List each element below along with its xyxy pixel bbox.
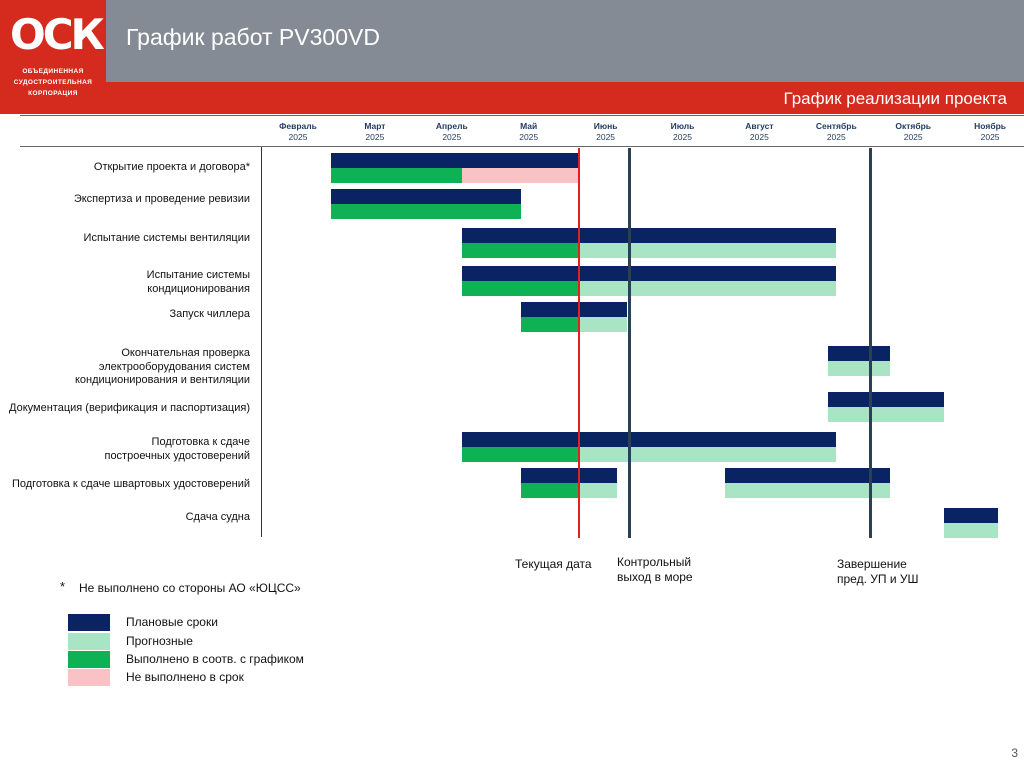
month-label xyxy=(876,121,950,143)
month-label xyxy=(722,121,796,143)
month-name: Сентябрь xyxy=(815,121,857,131)
forecast-bar xyxy=(579,243,837,258)
month-year: 2025 xyxy=(596,132,616,142)
plan-bar xyxy=(331,189,521,204)
forecast-bar xyxy=(944,523,998,538)
month-year: 2025 xyxy=(673,132,692,142)
late-bar xyxy=(462,168,579,183)
done-bar xyxy=(331,204,521,219)
legend-swatch-plan xyxy=(68,614,110,631)
task-label xyxy=(0,402,250,416)
task-label xyxy=(0,436,250,463)
company-logo xyxy=(0,0,106,114)
marker-label-line: Контрольный xyxy=(617,555,692,569)
marker-label-line: Текущая дата xyxy=(515,557,592,571)
plan-bar xyxy=(944,508,998,523)
task-label-line: Подготовка к сдаче xyxy=(151,436,250,448)
month-year: 2025 xyxy=(288,132,308,142)
month-year: 2025 xyxy=(365,132,385,142)
task-label xyxy=(0,193,250,207)
task-label-line: Сдача судна xyxy=(185,511,250,523)
month-label xyxy=(492,121,566,143)
header-top-rule xyxy=(20,115,1024,116)
plan-bar xyxy=(828,346,890,361)
page-title: График работ PV300VD xyxy=(126,24,380,50)
task-label xyxy=(0,511,250,525)
month-label xyxy=(261,121,335,143)
task-label xyxy=(0,308,250,322)
sea-marker-label xyxy=(617,555,693,585)
task-label xyxy=(0,478,250,492)
month-name: Апрель xyxy=(435,121,468,131)
sea-marker-line xyxy=(628,148,631,538)
forecast-bar xyxy=(828,407,944,422)
footnote-star: * xyxy=(60,579,66,594)
logo-caption: ОБЪЕДИНЕННАЯ СУДОСТРОИТЕЛЬНАЯ КОРПОРАЦИЯ xyxy=(13,68,93,97)
legend-swatch-done xyxy=(68,651,110,668)
task-label-line: Испытание системы xyxy=(146,269,250,281)
month-label xyxy=(646,121,720,143)
task-label-line: Документация (верификация и паспортизация) xyxy=(9,402,250,414)
task-label-line: Испытание системы вентиляции xyxy=(83,232,250,244)
forecast-bar xyxy=(579,447,837,462)
month-year: 2025 xyxy=(980,132,1000,142)
legend-swatch-late xyxy=(68,669,110,686)
month-name: Март xyxy=(364,121,386,131)
page-subtitle: График реализации проекта xyxy=(783,89,1007,108)
marker-label-line: Завершение xyxy=(837,557,907,571)
forecast-bar xyxy=(579,483,617,498)
end-marker-line xyxy=(869,148,872,538)
task-label-line: Подготовка к сдаче швартовых удостоверений xyxy=(11,478,250,490)
forecast-bar xyxy=(579,281,837,296)
task-label-line: Открытие проекта и договора* xyxy=(93,161,250,173)
month-year: 2025 xyxy=(903,132,923,142)
month-name: Июль xyxy=(670,121,695,131)
done-bar xyxy=(521,483,579,498)
month-name: Август xyxy=(745,121,774,131)
logo-mark: ОСК xyxy=(10,10,102,59)
month-year: 2025 xyxy=(826,132,846,142)
month-name: Май xyxy=(520,121,538,131)
month-label xyxy=(415,121,489,143)
month-name: Февраль xyxy=(279,121,317,131)
plan-bar xyxy=(725,468,890,483)
current-marker-label xyxy=(515,557,592,572)
task-label-line: кондиционирования xyxy=(147,282,250,295)
plan-bar xyxy=(462,228,837,243)
done-bar xyxy=(521,317,579,332)
done-bar xyxy=(462,447,579,462)
legend-label: Прогнозные xyxy=(126,634,193,648)
marker-label-line: пред. УП и УШ xyxy=(837,572,919,586)
month-name: Ноябрь xyxy=(974,121,1007,131)
task-label xyxy=(0,347,250,388)
header-bottom-rule xyxy=(20,146,1024,147)
task-label-line: построечных удостоверений xyxy=(104,449,250,462)
plan-bar xyxy=(828,392,944,407)
month-label xyxy=(569,121,643,143)
label-column-divider xyxy=(261,147,262,537)
task-label-line: электрооборудования систем xyxy=(98,360,250,373)
footnote-text: Не выполнено со стороны АО «ЮЦСС» xyxy=(79,581,301,595)
task-label-line: Окончательная проверка xyxy=(121,347,250,359)
month-year: 2025 xyxy=(749,132,769,142)
marker-label-line: выход в море xyxy=(617,570,693,584)
task-label xyxy=(0,161,250,175)
page-number: 3 xyxy=(1011,746,1018,760)
task-label-line: Запуск чиллера xyxy=(169,308,250,320)
plan-bar xyxy=(462,432,837,447)
month-label xyxy=(799,121,873,143)
done-bar xyxy=(462,243,579,258)
plan-bar xyxy=(521,302,627,317)
month-year: 2025 xyxy=(519,132,539,142)
month-year: 2025 xyxy=(442,132,462,142)
legend-label: Выполнено в соотв. с графиком xyxy=(126,652,304,666)
legend-swatch-forecast xyxy=(68,633,110,650)
plan-bar xyxy=(462,266,837,281)
legend-label: Плановые сроки xyxy=(126,615,218,629)
forecast-bar xyxy=(579,317,627,332)
task-label xyxy=(0,269,250,296)
task-label-line: Экспертиза и проведение ревизии xyxy=(73,193,250,205)
forecast-bar xyxy=(725,483,890,498)
done-bar xyxy=(462,281,579,296)
month-name: Октябрь xyxy=(895,121,932,131)
task-label xyxy=(0,232,250,246)
done-bar xyxy=(331,168,462,183)
current-marker-line xyxy=(578,148,580,538)
plan-bar xyxy=(331,153,579,168)
plan-bar xyxy=(521,468,617,483)
end-marker-label xyxy=(837,557,919,587)
month-name: Июнь xyxy=(593,121,618,131)
month-label xyxy=(953,121,1024,143)
task-label-line: кондиционирования и вентиляции xyxy=(74,374,250,386)
month-label xyxy=(338,121,412,143)
forecast-bar xyxy=(828,361,890,376)
legend-label: Не выполнено в срок xyxy=(126,670,244,684)
